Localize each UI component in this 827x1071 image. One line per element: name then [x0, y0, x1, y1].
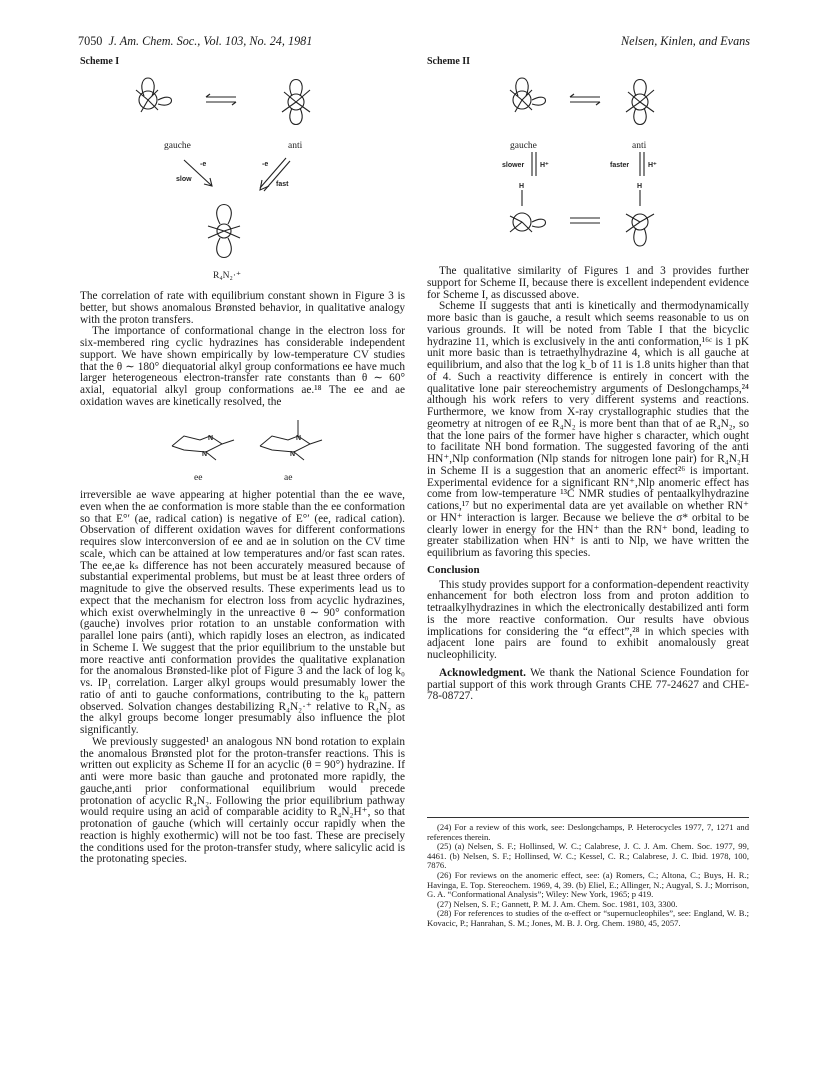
- anti-label-2: anti: [632, 141, 647, 151]
- scheme-1-diagram: [96, 66, 356, 286]
- paragraph: The importance of conformational change in the electron loss for six-membered ring cyclic hydrazines has considerable independent support. We have shown empirically by low-temperature CV studies that the θ ∼ 180° diequatorial alkyl group conformations ee have much larger heterogeneous electron-transfer rate constants than θ ∼ 60° axial, equatorial alkyl group conformations ae.¹⁸ The ee and ae oxidation waves are kinetically resolved, the: [80, 325, 405, 408]
- acknowledgment-text: We thank the National Science Foundation for partial support of this work through Grants CHE 77-24627 and CHE-78-08727.: [427, 666, 749, 703]
- journal-citation: J. Am. Chem. Soc., Vol. 103, No. 24, 1981: [108, 34, 313, 48]
- footnote: (24) For a review of this work, see: Deslongchamps, P. Heterocycles 1977, 7, 1271 and references therein.: [427, 822, 749, 842]
- scheme-2-diagram: [470, 66, 690, 262]
- page-number: 7050: [78, 34, 103, 48]
- header-authors: Nelsen, Kinlen, and Evans: [621, 34, 750, 48]
- protonated-gauche-structure: [510, 190, 546, 232]
- h-atom-left: H: [519, 183, 525, 190]
- footnote: (26) For reviews on the anomeric effect, see: (a) Romers, C.; Altona, C.; Buys, H. R.; Havinga, E. Top. Stereochem. 1969, 4, 39. (b) Eliel, E.; Allinger, N.; Augyal, S. J.; Morrison, G. A. “Conformational Analysis”; Wiley: New York, 1965; p 419.: [427, 869, 749, 900]
- paragraph: This study provides support for a conformation-dependent reactivity enhancement for both electron loss from and proton addition to tetraalkylhydrazines in which the electronically destabilized anti form is the more reactive conformation. Our results have obvious implications for considering the “α effect”,²⁸ in which species with adjacent lone pairs are found to exhibit anomalously great nucleophilicity.: [427, 578, 749, 661]
- paragraph: The correlation of rate with equilibrium constant shown in Figure 3 is better, but shows anomalous Brønsted behavior, in qualitative analogy with the proton transfers.: [80, 290, 405, 326]
- right-column-text: [427, 266, 749, 703]
- gauche-label: gauche: [164, 141, 191, 151]
- n-atom-ae-upper: N: [296, 435, 302, 442]
- footnote-divider: [427, 817, 749, 818]
- paragraph: The qualitative similarity of Figures 1 and 3 provides further support for Scheme II, because there is excellent independent evidence for Scheme I, as discussed above.: [427, 265, 749, 301]
- minus-e-label-slow: -e: [200, 161, 207, 168]
- h-plus-label-right: H⁺: [648, 162, 657, 169]
- anti-hydrazine-structure: [282, 80, 310, 125]
- radical-cation-structure: [208, 205, 240, 258]
- scheme-1-title: Scheme I: [80, 56, 120, 67]
- left-column-bottom-text: [80, 490, 405, 866]
- ee-label: ee: [194, 473, 203, 483]
- radical-cation-label: R₄N₂·⁺: [213, 271, 241, 281]
- gauche-label-2: gauche: [510, 141, 537, 151]
- ee-ae-conformation-figure: [170, 418, 350, 486]
- acknowledgment-heading: Acknowledgment.: [439, 666, 526, 679]
- footnotes: [427, 823, 749, 929]
- n-atom-ee-upper: N: [208, 435, 214, 442]
- minus-e-label-fast: -e: [262, 161, 269, 168]
- protonated-anti-structure: [626, 190, 654, 246]
- conclusion-heading: Conclusion: [427, 563, 480, 576]
- anti-label: anti: [288, 141, 303, 151]
- left-column-top-text: [80, 291, 405, 409]
- faster-label: faster: [610, 162, 630, 169]
- slow-label: slow: [176, 176, 192, 183]
- footnote: (25) (a) Nelsen, S. F.; Hollinsed, W. C.; Calabrese, J. C. J. Am. Chem. Soc. 1977, 99, 4461. (b) Nelsen, S. F.; Hollinsed, W. C.; Kessel, C. R.; Calabrese, J. C. Ibid. 1978, 100, 7876.: [427, 841, 749, 871]
- n-atom-ae-lower: N: [290, 451, 296, 458]
- slower-label: slower: [502, 162, 525, 169]
- anti-hydrazine-structure-2: [626, 80, 654, 125]
- h-atom-right: H: [637, 183, 643, 190]
- running-header: [78, 34, 750, 50]
- scheme-2-title: Scheme II: [427, 56, 471, 67]
- fast-label: fast: [276, 181, 289, 188]
- footnote: (28) For references to studies of the α-effect or “supernucleophiles”, see: England, W. B.; Kovacic, P.; Hanrahan, S. M.; Jones, M. B. J. Org. Chem. 1980, 45, 2057.: [427, 908, 749, 928]
- h-plus-label-left: H⁺: [540, 162, 549, 169]
- paragraph: We previously suggested¹ an analogous NN bond rotation to explain the anomalous Brønsted plot for the proton-transfer reactions. This is written out explicity as Scheme II for an acyclic (θ = 90°) hydrazine. If anti were more basic than gauche and protonated more rapidly, the gauche,anti prior conformational equilibrium would precede protonation of acyclic R₄N₂. Following the prior equilibrium pathway would require using an acid of comparable acidity to R₄N₂H⁺, so that protonation of gauche (which will certainly occur rapidly when the reaction is highly exothermic) will not be too fast. These are precisely the conditions used for the proton-transfer study, where salicylic acid is the protonating species.: [80, 735, 405, 866]
- header-left: [78, 34, 312, 49]
- paragraph: irreversible ae wave appearing at higher potential than the ee wave, even when the ae conformation is more stable than the ee conformation so that E°′ (ae, radical cation) is negative of E°′ (ee, radical cation). Observation of different oxidation waves for different conformations requires slow interconversion of ee and ae in solution on the CV time scale, which can be attained at low temperatures and/or fast scan rates. The ee,ae kₛ difference has not been accurately measured because of substantial experimental problems, but must be at least three orders of magnitude to give the observed results. These experiments lead us to expect that the mechanism for electron loss from acyclic hydrazines, which exist overwhelmingly in the unreactive θ ∼ 90° conformation (gauche) involves prior rotation to an unstable conformation with parallel lone pairs (anti), which rapidly loses an electron, as indicated in Scheme I. We suggest that the prior equilibrium to the unstable but more reactive anti conformation provides the qualitative explanation for the anomalous Brønsted-like plot of Figure 3 and the lack of log k₀ vs. IP₁ correlation. Larger alkyl groups would presumably lower the ratio of anti to gauche conformations, contributing to the k₀ pattern observed. Solvation changes destabilizing R₄N₂·⁺ relative to R₄N₂ as the alkyl groups become longer presumably also influence the plot significantly.: [80, 489, 405, 736]
- acknowledgment: [427, 668, 749, 703]
- ae-label: ae: [284, 473, 293, 483]
- paragraph: Scheme II suggests that anti is kinetically and thermodynamically more basic than is gauche, a result which seems reasonable to us on various grounds. It will be noted from Table I that the bicyclic hydrazine 11, which is exclusively in the anti conformation,¹⁶ᶜ is 1 pK unit more basic than is tetraethylhydrazine 4, which is all gauche at equilibrium, and also that the log k_b of 11 is 1.8 units higher than that of 4. Such a reactivity difference is entirely in concert with the qualitative lone pair stereochemistry arguments of Deslongchamps,²⁴ although his work refers to very different systems and reactions. Furthermore, we know from X-ray crystallographic studies that the geometry at nitrogen of ee R₄N₂ is more bent than that of ae R₄N₂, so that the lone pairs of the former have higher s character, which ought to facilitate NH bond formation. The suggested favoring of the anti HN⁺,Nlp conformation (Nlp stands for nitrogen lone pair) for R₄N₂H in Scheme II is a suggestion that an anomeric effect²⁶ is important. Experimental evidence for a significant RN⁺,Nlp anomeric effect has come from low-temperature ¹³C NMR studies of pentaalkylhydrazine cations,¹⁷ but no experimental data are yet available on whether RN⁺ or HN⁺ interaction is larger. Because we believe the σ* orbital to be clearly lower in energy for the HN⁺ than the RN⁺ bond, leading to greater stabilization when HN⁺ is anti to Nlp, we have written the equilibrium as favoring this species.: [427, 300, 749, 559]
- gauche-hydrazine-structure-2: [510, 78, 546, 112]
- gauche-hydrazine-structure: [136, 78, 172, 112]
- n-atom-ee-lower: N: [202, 451, 208, 458]
- footnote: (27) Nelsen, S. F.; Gannett, P. M. J. Am. Chem. Soc. 1981, 103, 3300.: [437, 898, 678, 909]
